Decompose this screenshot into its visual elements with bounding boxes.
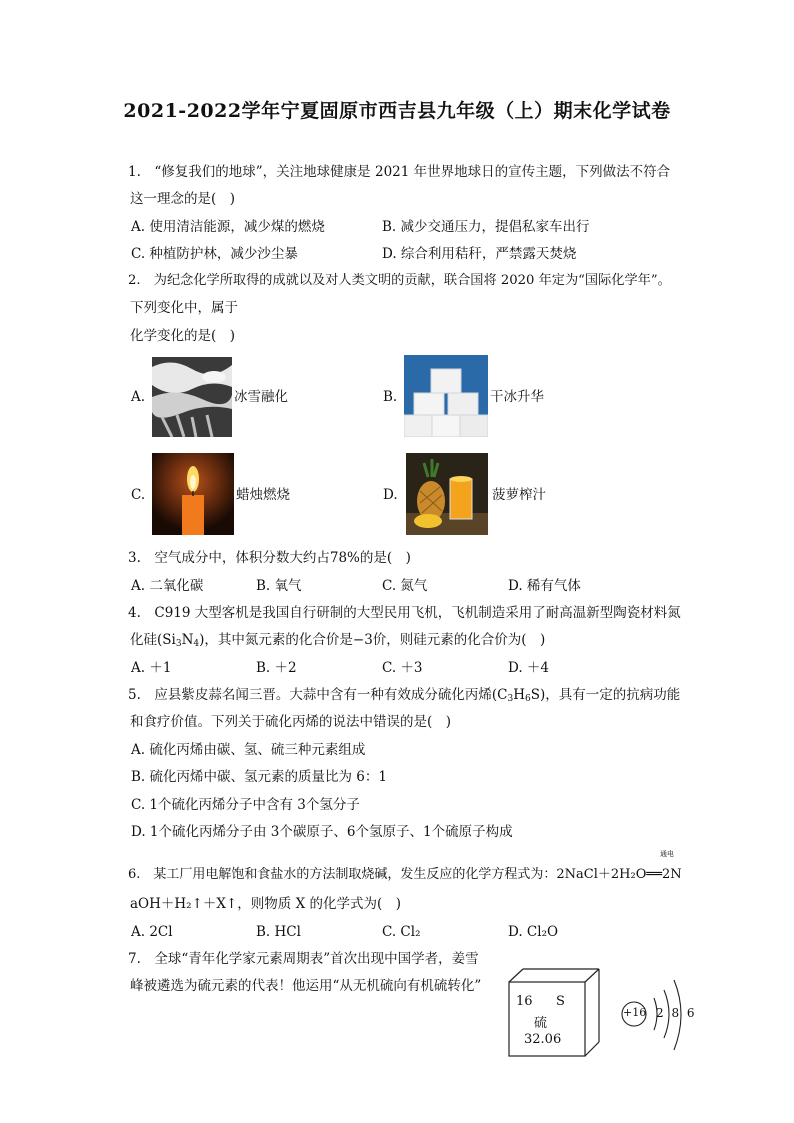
electron-shells: 2 8 6 — [656, 1006, 697, 1020]
q2-stem-line3: 化学变化的是( ) — [130, 328, 236, 344]
sulfur-atom-structure-diagram — [618, 968, 697, 1058]
element-symbol: S — [556, 994, 565, 1009]
dry-ice-photo — [404, 355, 488, 437]
q2-option-c-text: 蜡烛燃烧 — [236, 487, 290, 503]
q2-stem-line2: 下列变化中，属于 — [130, 300, 238, 316]
q6-stem-line2: aOH＋H₂↑＋X↑，则物质 X 的化学式为( ) — [130, 896, 402, 912]
q3-option-a: A. 二氧化碳 — [131, 578, 204, 594]
q2-option-b-letter: B. — [383, 389, 398, 405]
nucleus-charge: +16 — [623, 1006, 647, 1019]
q2-option-d-text: 菠萝榨汁 — [492, 487, 546, 503]
sulfur-element-card — [508, 968, 600, 1058]
q6-option-a: A. 2Cl — [131, 924, 173, 940]
candle-photo — [152, 453, 234, 535]
q1-stem-line1: 1. “修复我们的地球”，关注地球健康是 2021 年世界地球日的宣传主题，下列做法不符合 — [128, 164, 671, 180]
q4-option-b: B. ＋2 — [256, 660, 297, 676]
element-atomic-number: 16 — [516, 994, 533, 1009]
q6-option-d: D. Cl₂O — [508, 924, 559, 940]
q1-option-a: A. 使用清洁能源，减少煤的燃烧 — [131, 219, 325, 235]
q5-option-a: A. 硫化丙烯由碳、氢、硫三种元素组成 — [131, 742, 366, 758]
q2-option-d-letter: D. — [383, 487, 398, 503]
q2-option-c-letter: C. — [131, 487, 146, 503]
q4-option-d: D. ＋4 — [508, 660, 550, 676]
q2-stem-line1: 2. 为纪念化学所取得的成就以及对人类文明的贡献，联合国将 2020 年定为“国际化学年”。 — [128, 273, 671, 288]
q3-stem: 3. 空气成分中，体积分数大约占78%的是( ) — [128, 550, 411, 566]
q3-option-c: C. 氮气 — [382, 578, 428, 594]
q7-stem-line2: 峰被遴选为硫元素的代表！他运用“从无机硫向有机硫转化” — [130, 978, 482, 994]
page-title: 2021-2022学年宁夏固原市西吉县九年级（上）期末化学试卷 — [123, 100, 671, 122]
q2-option-a-letter: A. — [131, 389, 146, 405]
q5-stem-line1: 5. 应县紫皮蒜名闻三晋。大蒜中含有一种有效成分硫化丙烯$(C_3H_6S)$，具有一定的抗病功能 — [128, 687, 681, 704]
q1-option-c: C. 种植防护林，减少沙尘暴 — [131, 246, 298, 262]
q1-stem-line2: 这一理念的是( ) — [130, 191, 236, 207]
q4-option-a: A. ＋1 — [131, 660, 172, 676]
q4-stem-line1: 4. C919 大型客机是我国自行研制的大型民用飞机，飞机制造采用了耐高温新型陶瓷材料氮 — [128, 605, 681, 621]
q5-option-c: C. 1个硫化丙烯分子中含有 3个氢分子 — [131, 797, 360, 813]
q5-stem-line2: 和食疗价值。下列关于硫化丙烯的说法中错误的是( ) — [130, 714, 452, 730]
q4-option-c: C. ＋3 — [382, 660, 423, 676]
q2-option-b-text: 干冰升华 — [490, 389, 544, 405]
q6-stem-line1: 6. 某工厂用电解饱和食盐水的方法制取烧碱，发生反应的化学方程式为：2NaCl＋2H₂O══2N — [128, 867, 682, 882]
q5-option-b: B. 硫化丙烯中碳、氢元素的质量比为 6：1 — [131, 769, 387, 785]
q5-option-d: D. 1个硫化丙烯分子由 3个碳原子、6个氢原子、1个硫原子构成 — [131, 824, 513, 840]
element-name: 硫 — [534, 1016, 548, 1031]
q6-reaction-condition: 通电 — [660, 850, 674, 858]
pineapple-juice-photo — [406, 453, 488, 535]
q6-option-c: C. Cl₂ — [382, 924, 421, 940]
q6-option-b: B. HCl — [256, 924, 301, 940]
q1-option-b: B. 减少交通压力，提倡私家车出行 — [382, 219, 590, 235]
q4-stem-line2: 化硅$(Si_3N_4)$，其中氮元素的化合价是−3价，则硅元素的化合价为( ) — [130, 632, 546, 649]
q3-option-b: B. 氧气 — [256, 578, 302, 594]
q3-option-d: D. 稀有气体 — [508, 578, 581, 594]
ice-melting-photo — [152, 357, 232, 437]
q7-stem-line1: 7. 全球“青年化学家元素周期表”首次出现中国学者，姜雪 — [128, 951, 479, 967]
q2-option-a-text: 冰雪融化 — [234, 389, 288, 405]
q1-option-d: D. 综合利用秸秆，严禁露天焚烧 — [382, 246, 577, 262]
element-atomic-mass: 32.06 — [524, 1032, 562, 1047]
